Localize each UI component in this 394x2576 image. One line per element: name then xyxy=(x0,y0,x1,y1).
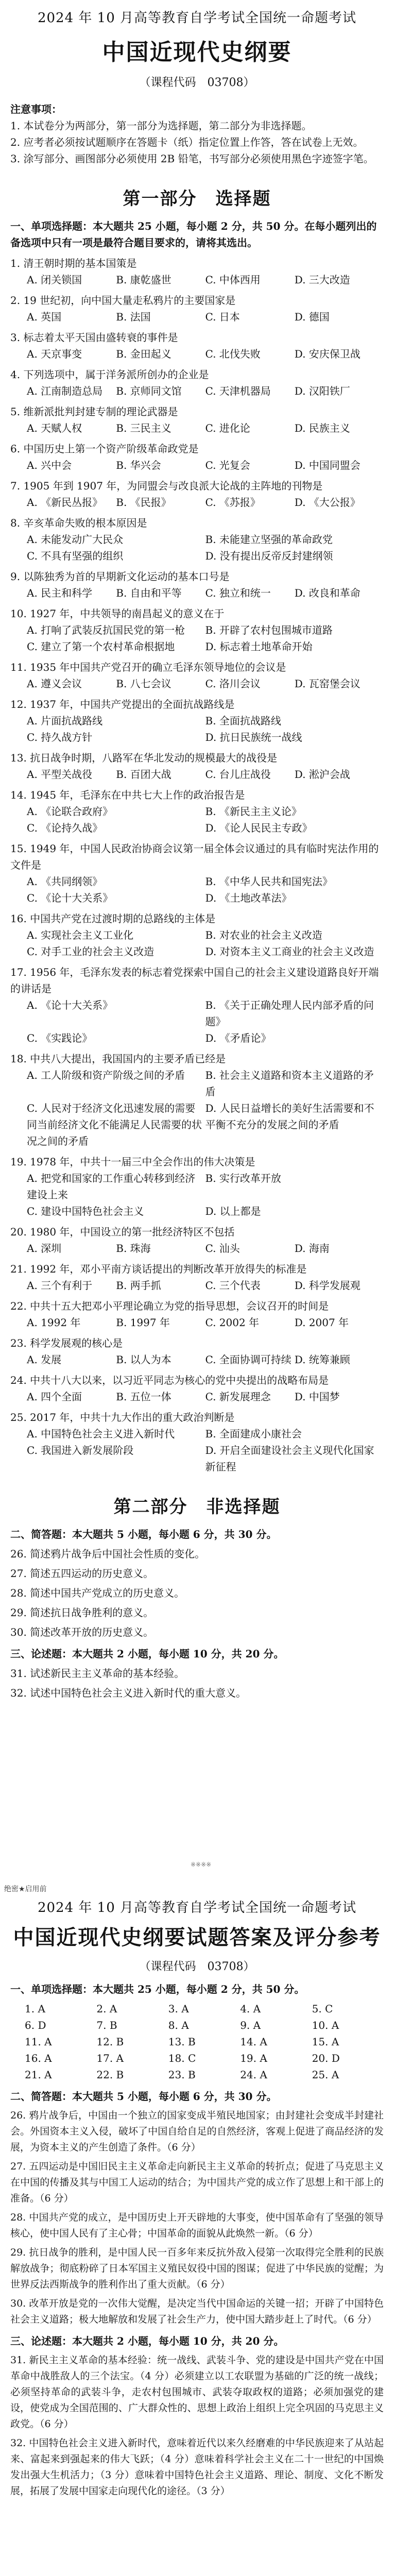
answer-item: 3. A xyxy=(168,2003,189,2015)
option-a: A. 四个全面 xyxy=(27,1391,82,1403)
answer-item: 4. A xyxy=(240,2003,261,2015)
question-stem: 16. 中国共产党在过渡时期的总路线的主体是 xyxy=(10,912,216,925)
option-b: B. 《民报》 xyxy=(116,496,172,509)
answer-section-one: 一、单项选择题：本大题共 25 小题，每小题 2 分，共 50 分。 xyxy=(10,1983,305,1995)
option-b: B. 三民主义 xyxy=(116,422,172,434)
essay-answer: 31. 新民主主义革命的基本经验：统一战线、武装斗争、党的建设是中国共产党在中国革命中战胜敌人的三个法宝。（4 分）必须建立以工农联盟为基础的广泛的统一战线；必须坚持革命的武装斗争，走农村包围城市、武装夺取政权的道路；必须加强党的建设，使党成为全国范围的、广大群众性的、思想上政治上组织上完全巩固的马克思主义政党。（6 分） xyxy=(10,2354,384,2430)
answer-key-page xyxy=(0,1880,394,2576)
option-d: D. 2007 年 xyxy=(294,1316,349,1329)
option-b: B. 康乾盛世 xyxy=(116,274,172,286)
question-stem: 19. 1978 年，中共十一届三中全会作出的伟大决策是 xyxy=(10,1156,255,1168)
option-c: C. 《苏报》 xyxy=(205,496,261,509)
option-a: A. 片面抗战路线 xyxy=(27,715,103,727)
option-d: D. 中国梦 xyxy=(294,1391,340,1403)
option-d: D. 《论人民民主专政》 xyxy=(205,822,313,834)
option-group xyxy=(27,272,384,288)
answer-title: 中国近现代史纲要试题答案及评分参考 xyxy=(13,1926,381,1950)
option-b: B. 华兴会 xyxy=(116,459,161,471)
option-b: B. 开辟了农村包围城市道路 xyxy=(205,624,333,636)
option-c: C. 建立了第一个农村革命根据地 xyxy=(27,640,175,653)
option-c: C. 人民对于经济文化迅速发展的需要同当前经济文化不能满足人民需要的状况之间的矛盾 xyxy=(27,1102,202,1147)
option-c: C. 天津机器局 xyxy=(205,385,271,397)
option-a: A. 把党和国家的工作重心转移到经济建设上来 xyxy=(27,1172,196,1201)
option-group xyxy=(27,585,384,601)
question-stem: 3. 标志着太平天国由盛转衰的事件是 xyxy=(10,331,178,344)
option-a: A. 民主和科学 xyxy=(27,587,93,599)
option-group xyxy=(27,1388,384,1405)
option-c: C. 《论十大关系》 xyxy=(27,892,113,904)
option-b: B. 京师同文馆 xyxy=(116,385,182,397)
option-a: A. 遵义会议 xyxy=(27,677,82,690)
option-c: C. 三个代表 xyxy=(205,1279,261,1292)
option-d: D. 《土地改革法》 xyxy=(205,892,292,904)
option-d: D. 德国 xyxy=(294,311,330,323)
answer-item: 9. A xyxy=(240,2019,261,2031)
option-group xyxy=(27,531,384,564)
option-d: D. 统筹兼顾 xyxy=(294,1353,350,1366)
option-d: D. 三大改造 xyxy=(294,274,350,286)
question-stem: 22. 中共十五大把邓小平理论确立为党的指导思想，会议召开的时间是 xyxy=(10,1300,329,1312)
answer-item: 8. A xyxy=(168,2019,189,2031)
answer-item: 15. A xyxy=(312,2036,339,2048)
option-d: D. 民族主义 xyxy=(294,422,350,434)
answer-item: 17. A xyxy=(96,2052,124,2064)
option-group xyxy=(27,383,384,399)
question-stem: 21. 1992 年，邓小平南方谈话提出的判断改革开放得失的标准是 xyxy=(10,1263,307,1275)
answer-item: 12. B xyxy=(96,2036,124,2048)
question-stem: 11. 1935 年中国共产党召开的确立毛泽东领导地位的会议是 xyxy=(10,661,286,673)
option-group xyxy=(27,713,384,745)
question-stem: 25. 2017 年，中共十九大作出的重大政治判断是 xyxy=(10,1411,235,1423)
option-d: D. 标志着土地革命开始 xyxy=(205,640,313,653)
question-stem: 18. 中共八大提出，我国国内的主要矛盾已经是 xyxy=(10,1053,226,1065)
option-c: C. 中体西用 xyxy=(205,274,261,286)
option-c: C. 新发展理念 xyxy=(205,1391,271,1403)
question-stem: 9. 以陈独秀为首的早期新文化运动的基本口号是 xyxy=(10,570,230,583)
option-b: B. 《新民主主义论》 xyxy=(205,805,302,818)
option-group xyxy=(27,1170,384,1219)
option-c: C. 全面协调可持续 xyxy=(205,1353,292,1366)
option-b: B. 全面建成小康社会 xyxy=(205,1428,302,1440)
option-a: A. 三个有利于 xyxy=(27,1279,93,1292)
option-group xyxy=(27,1067,384,1149)
option-a: A. 闭关锁国 xyxy=(27,274,82,286)
option-d: D. 瓦窑堡会议 xyxy=(294,677,361,690)
option-group xyxy=(27,927,384,960)
option-b: B. 法国 xyxy=(116,311,151,323)
option-b: B. 《关于正确处理人民内部矛盾的问题》 xyxy=(205,999,374,1028)
section-three-instructions: 三、论述题：本大题共 2 小题，每小题 10 分，共 20 分。 xyxy=(10,1648,284,1660)
option-b: B. 《中华人民共和国宪法》 xyxy=(205,875,333,888)
question-stem: 24. 中共十八大以来，以习近平同志为核心的党中央提出的战略布局是 xyxy=(10,1374,329,1386)
option-a: A. 《新民丛报》 xyxy=(27,496,103,509)
question-stem: 17. 1956 年，毛泽东发表的标志着党探索中国自己的社会主义建设道路良好开端的讲话是 xyxy=(10,966,379,995)
option-b: B. 以人为本 xyxy=(116,1353,172,1366)
part-two-heading: 第二部分 非选择题 xyxy=(113,1497,281,1517)
option-a: A. 打响了武装反抗国民党的第一枪 xyxy=(27,624,185,636)
short-question: 30. 简述改革开放的历史意义。 xyxy=(10,1626,154,1638)
watermark-label: 绝密★启用前 xyxy=(4,1885,47,1893)
answer-section-three: 三、论述题：本大题共 2 小题，每小题 10 分，共 20 分。 xyxy=(10,2335,284,2347)
option-d: D. 人民日益增长的美好生活需要和不平衡不充分的发展之间的矛盾 xyxy=(205,1102,374,1131)
option-a: A. 江南制造总局 xyxy=(27,385,103,397)
option-group xyxy=(27,494,384,511)
page-separator-mark: ※※※※ xyxy=(191,1861,212,1868)
option-a: A. 实现社会主义工业化 xyxy=(27,929,134,941)
answer-header xyxy=(0,1897,394,1974)
option-a: A. 《共同纲领》 xyxy=(27,875,103,888)
answer-section-two: 二、简答题：本大题共 5 小题，每小题 6 分，共 30 分。 xyxy=(10,2090,277,2103)
answer-item: 1. A xyxy=(25,2003,45,2015)
question-stem: 2. 19 世纪初，向中国大量走私鸦片的主要国家是 xyxy=(10,294,236,307)
answer-item: 22. B xyxy=(96,2069,124,2081)
exam-line: 2024 年 10 月高等教育自学考试全国统一命题考试 xyxy=(37,10,357,26)
option-c: C. 建设中国特色社会主义 xyxy=(27,1205,144,1217)
option-b: B. 金田起义 xyxy=(116,348,172,360)
exam-header xyxy=(0,0,394,90)
option-group xyxy=(27,457,384,473)
essay-question: 31. 试述新民主主义革命的基本经验。 xyxy=(10,1667,185,1680)
short-answer: 26. 鸦片战争后，中国由一个独立的国家变成半殖民地国家；由封建社会变成半封建社会。外国资本主义入侵，破坏了中国自给自足的自然经济，客观上促进了商品经济的发展，为资本主义的产生创造了条件。（6 分） xyxy=(10,2110,384,2153)
question-stem: 12. 1937 年，中国共产党提出的全面抗战路线是 xyxy=(10,698,235,710)
answer-item: 13. B xyxy=(168,2036,196,2048)
answer-item: 24. A xyxy=(240,2069,267,2081)
option-b: B. 珠海 xyxy=(116,1242,151,1255)
option-a: A. 《论联合政府》 xyxy=(27,805,113,818)
short-question: 28. 简述中国共产党成立的历史意义。 xyxy=(10,1587,185,1599)
question-stem: 15. 1949 年，中国人民政治协商会议第一届全体会议通过的具有临时宪法作用的文件是 xyxy=(10,842,379,871)
option-group xyxy=(27,1314,384,1331)
answer-item: 25. A xyxy=(312,2069,339,2081)
option-group xyxy=(27,1277,384,1294)
answer-item: 14. A xyxy=(240,2036,267,2048)
option-d: D. 改良和革命 xyxy=(294,587,361,599)
question-stem: 4. 下列选项中，属于洋务派所创办的企业是 xyxy=(10,368,209,381)
answer-item: 2. A xyxy=(96,2003,117,2015)
option-d: D. 海南 xyxy=(294,1242,330,1255)
answer-item: 21. A xyxy=(25,2069,52,2081)
option-group xyxy=(27,675,384,692)
option-c: C. 台儿庄战役 xyxy=(205,768,271,781)
option-group xyxy=(27,622,384,655)
answer-item: 5. C xyxy=(312,2003,333,2015)
short-question: 26. 简述鸦片战争后中国社会性质的变化。 xyxy=(10,1548,205,1560)
question-stem: 8. 辛亥革命失败的根本原因是 xyxy=(10,517,147,529)
question-stem: 13. 抗日战争时期，八路军在华北发动的规模最大的战役是 xyxy=(10,752,278,764)
section-two-instructions: 二、简答题：本大题共 5 小题，每小题 6 分，共 30 分。 xyxy=(10,1528,277,1540)
option-d: D. 《大公报》 xyxy=(294,496,361,509)
option-group xyxy=(27,873,384,906)
option-b: B. 百团大战 xyxy=(116,768,172,781)
notice-block xyxy=(10,101,384,167)
option-a: A. 兴中会 xyxy=(27,459,72,471)
option-b: B. 五位一体 xyxy=(116,1391,172,1403)
answer-item: 11. A xyxy=(25,2036,52,2048)
option-a: A. 未能发动广大民众 xyxy=(27,533,124,546)
option-d: D. 开启全面建设社会主义现代化国家新征程 xyxy=(205,1444,374,1473)
short-answer: 28. 中国共产党的成立，是中国历史上开天辟地的大事变，使中国革命有了坚强的领导核心，使中国人民有了主心骨；中国革命的面貌从此焕然一新。（6 分） xyxy=(10,2212,384,2239)
option-d: D. 《矛盾论》 xyxy=(205,1032,271,1044)
answer-item: 18. C xyxy=(168,2052,196,2064)
option-b: B. 对农业的社会主义改造 xyxy=(205,929,322,941)
question-stem: 14. 1945 年，毛泽东在中共七大上作的政治报告是 xyxy=(10,789,245,801)
option-d: D. 抗日民族统一战线 xyxy=(205,731,302,743)
option-group xyxy=(27,1426,384,1475)
option-b: B. 两手抓 xyxy=(116,1279,161,1292)
option-a: A. 天京事变 xyxy=(27,348,82,360)
exam-line: 2024 年 10 月高等教育自学考试全国统一命题考试 xyxy=(37,1900,357,1916)
short-question: 29. 简述抗日战争胜利的意义。 xyxy=(10,1606,154,1619)
option-group xyxy=(27,1351,384,1368)
essay-question: 32. 试述中国特色社会主义进入新时代的重大意义。 xyxy=(10,1687,247,1699)
answer-item: 20. D xyxy=(312,2052,340,2064)
option-c: C. 北伐失败 xyxy=(205,348,261,360)
option-c: C. 对手工业的社会主义改造 xyxy=(27,945,155,958)
part-one-heading: 第一部分 选择题 xyxy=(123,189,271,209)
option-a: A. 中国特色社会主义进入新时代 xyxy=(27,1428,175,1440)
option-c: C. 不具有坚强的组织 xyxy=(27,550,124,562)
answer-item: 7. B xyxy=(96,2019,117,2031)
option-b: B. 社会主义道路和资本主义道路的矛盾 xyxy=(205,1069,374,1098)
notice-label: 注意事项： xyxy=(10,103,62,115)
option-b: B. 自由和平等 xyxy=(116,587,182,599)
question-list xyxy=(0,255,394,1475)
option-a: A. 发展 xyxy=(27,1353,62,1366)
option-d: D. 汉阳铁厂 xyxy=(294,385,350,397)
short-answer: 30. 改革开放是党的一次伟大觉醒，是决定当代中国命运的关键一招；开辟了中国特色社会主义道路；极大地解放和发展了社会生产力，使中国大踏步赶上了时代。（6 分） xyxy=(10,2298,384,2325)
option-b: B. 全面抗战路线 xyxy=(205,715,281,727)
question-stem: 6. 中国历史上第一个资产阶级革命政党是 xyxy=(10,443,199,455)
option-c: C. 独立和统一 xyxy=(205,587,271,599)
option-b: B. 1997 年 xyxy=(116,1316,170,1329)
option-d: D. 对资本主义工商业的社会主义改造 xyxy=(205,945,374,958)
question-stem: 10. 1927 年，中共领导的南昌起义的意义在于 xyxy=(10,607,225,620)
question-stem: 7. 1905 年到 1907 年，为同盟会与改良派大论战的主阵地的刊物是 xyxy=(10,480,323,492)
option-c: C. 我国进入新发展阶段 xyxy=(27,1444,134,1456)
option-c: C. 2002 年 xyxy=(205,1316,260,1329)
option-a: A. 平型关战役 xyxy=(27,768,93,781)
answer-item: 16. A xyxy=(25,2052,52,2064)
answer-item: 23. B xyxy=(168,2069,196,2081)
question-stem: 20. 1980 年，中国设立的第一批经济特区不包括 xyxy=(10,1226,235,1238)
option-c: C. 光复会 xyxy=(205,459,250,471)
short-answer: 27. 五四运动是中国旧民主主义革命走向新民主主义革命的转折点；促进了马克思主义在中国的传播及其与中国工人运动的结合；为中国共产党的成立作了思想上和干部上的准备。（6 分） xyxy=(10,2161,384,2204)
option-group xyxy=(27,997,384,1046)
question-stem: 5. 维新派批判封建专制的理论武器是 xyxy=(10,405,178,418)
option-group xyxy=(27,766,384,783)
option-group xyxy=(27,803,384,836)
answer-item: 10. A xyxy=(312,2019,339,2031)
option-d: D. 中国同盟会 xyxy=(294,459,361,471)
option-a: A. 天赋人权 xyxy=(27,422,82,434)
option-c: C. 《实践论》 xyxy=(27,1032,93,1044)
option-group xyxy=(27,309,384,325)
option-group xyxy=(27,346,384,362)
option-c: C. 日本 xyxy=(205,311,240,323)
section-one-instructions: 一、单项选择题：本大题共 25 小题，每小题 2 分，共 50 分。在每小题列出的备选项中只有一项是最符合题目要求的，请将其选出。 xyxy=(10,220,377,249)
exam-title: 中国近现代史纲要 xyxy=(102,39,292,65)
option-c: C. 汕头 xyxy=(205,1242,240,1255)
option-group xyxy=(27,420,384,436)
notice-item: 3. 涂写部分、画图部分必须使用 2B 铅笔，书写部分必须使用黑色字迹签字笔。 xyxy=(10,152,374,165)
option-a: A. 深圳 xyxy=(27,1242,62,1255)
option-c: C. 进化论 xyxy=(205,422,250,434)
option-a: A. 《论十大关系》 xyxy=(27,999,113,1011)
option-d: D. 以上都是 xyxy=(205,1205,261,1217)
short-answer: 29. 抗日战争的胜利，是中国人民一百多年来反抗外敌入侵第一次取得完全胜利的民族解放战争；彻底粉碎了日本军国主义殖民奴役中国的图谋；促进了中华民族的觉醒；为世界反法西斯战争的胜利作出了重大贡献。（6 分） xyxy=(10,2247,384,2290)
option-d: D. 没有提出反帝反封建纲领 xyxy=(205,550,333,562)
essay-answer: 32. 中国特色社会主义进入新时代，意味着近代以来久经磨难的中华民族迎来了从站起来、富起来到强起来的伟大飞跃；（4 分）意味着科学社会主义在二十一世纪的中国焕发出强大生机活力；（3 分）意味着中国特色社会主义道路、理论、制度、文化不断发展，拓展了发展中国家走向现代化的途径。（3 分） xyxy=(10,2437,384,2497)
option-a: A. 工人阶级和资产阶级之间的矛盾 xyxy=(27,1069,185,1081)
option-a: A. 1992 年 xyxy=(27,1316,81,1329)
option-c: C. 《论持久战》 xyxy=(27,822,103,834)
option-c: C. 洛川会议 xyxy=(205,677,261,690)
question-stem: 23. 科学发展观的核心是 xyxy=(10,1337,123,1349)
short-question: 27. 简述五四运动的历史意义。 xyxy=(10,1567,154,1580)
answer-grid xyxy=(25,2001,384,2083)
option-c: C. 持久战方针 xyxy=(27,731,93,743)
option-a: A. 英国 xyxy=(27,311,62,323)
option-b: B. 实行改革开放 xyxy=(205,1172,281,1184)
question-stem: 1. 清王朝时期的基本国策是 xyxy=(10,257,137,269)
answer-item: 19. A xyxy=(240,2052,267,2064)
option-d: D. 科学发展观 xyxy=(294,1279,361,1292)
notice-item: 1. 本试卷分为两部分，第一部分为选择题，第二部分为非选择题。 xyxy=(10,120,312,132)
option-b: B. 八七会议 xyxy=(116,677,172,690)
course-code: （课程代码 03708） xyxy=(139,76,255,89)
answer-item: 6. D xyxy=(25,2019,46,2031)
option-d: D. 淞沪会战 xyxy=(294,768,350,781)
option-b: B. 未能建立坚强的革命政党 xyxy=(205,533,333,546)
notice-item: 2. 应考者必须按试题顺序在答题卡（纸）指定位置上作答，答在试卷上无效。 xyxy=(10,136,364,148)
option-group xyxy=(27,1240,384,1257)
option-d: D. 安庆保卫战 xyxy=(294,348,361,360)
course-code: （课程代码 03708） xyxy=(139,1960,255,1973)
